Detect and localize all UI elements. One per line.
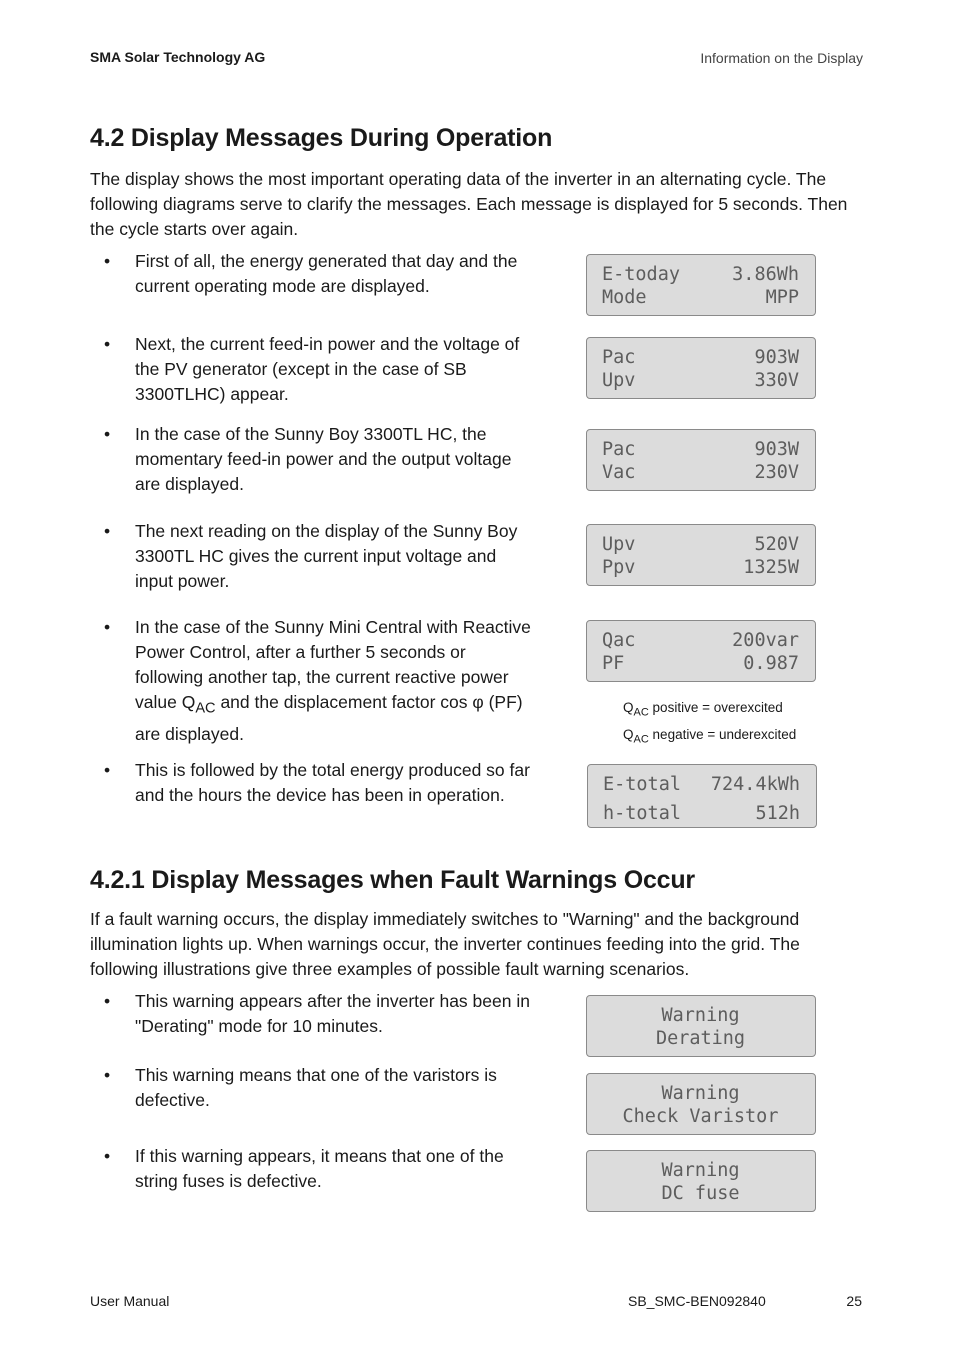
lcd-value: 200var bbox=[732, 630, 799, 651]
lcd-label: Ppv bbox=[602, 556, 636, 578]
lcd-warning-message: Check Varistor bbox=[622, 1105, 779, 1127]
lcd-display-pac-upv bbox=[586, 337, 816, 399]
subscript: AC bbox=[195, 700, 216, 717]
lcd-value: MPP bbox=[765, 286, 799, 308]
lcd-value: 230V bbox=[754, 461, 799, 483]
lcd-value: 0.987 bbox=[743, 652, 799, 674]
lcd-value: 903W bbox=[754, 439, 799, 460]
qac-symbol: Q bbox=[623, 726, 634, 742]
lcd-label: Upv bbox=[602, 369, 636, 391]
footer-doc-id: SB_SMC-BEN092840 bbox=[628, 1293, 766, 1309]
lcd-value: 724.4kWh bbox=[710, 774, 800, 795]
footer-doc-type: User Manual bbox=[90, 1293, 170, 1309]
lcd-value: 1325W bbox=[743, 556, 799, 578]
lcd-display-upv-ppv bbox=[586, 524, 816, 586]
section-title-4-2: 4.2 Display Messages During Operation bbox=[90, 124, 553, 152]
bullet-text: The next reading on the display of the Sunny Boy 3300TL HC gives the current input voltage and input power. bbox=[135, 521, 518, 591]
lcd-label: h-total bbox=[603, 803, 681, 824]
bullet-icon: • bbox=[104, 424, 111, 444]
lcd-label: Mode bbox=[602, 286, 647, 308]
lcd-warning-title: Warning bbox=[661, 1160, 740, 1181]
bullet-icon: • bbox=[104, 1146, 111, 1166]
bullet-icon: • bbox=[104, 251, 111, 271]
subscript: AC bbox=[633, 706, 649, 719]
bullet-text-part: In the case of the Sunny Mini Central with Reactive Power Control, after a further 5 seconds or following another tap, the current reactive power value Q bbox=[135, 617, 531, 712]
lcd-label: Vac bbox=[602, 461, 636, 483]
bullet-text: This is followed by the total energy produced so far and the hours the device has been in operation. bbox=[135, 760, 530, 805]
bullet-icon: • bbox=[104, 334, 111, 354]
bullet-text: Next, the current feed-in power and the voltage of the PV generator (except in the case of SB 3300TLHC) appear. bbox=[135, 334, 520, 404]
header-company: SMA Solar Technology AG bbox=[90, 49, 266, 65]
lcd-value: 3.86Wh bbox=[732, 264, 799, 285]
bullet-icon: • bbox=[104, 617, 111, 637]
bullet-text: This warning means that one of the varistors is defective. bbox=[135, 1065, 497, 1110]
lcd-display-pac-vac bbox=[586, 429, 816, 491]
footer-page-number: 25 bbox=[846, 1293, 862, 1309]
bullet-text: If this warning appears, it means that one of the string fuses is defective. bbox=[135, 1146, 504, 1191]
qac-symbol: Q bbox=[623, 700, 634, 715]
lcd-display-total bbox=[587, 764, 817, 828]
lcd-label: E-today bbox=[602, 264, 680, 285]
lcd-label: E-total bbox=[603, 774, 681, 795]
lcd-label: PF bbox=[602, 652, 625, 674]
bullet-text bbox=[135, 615, 535, 747]
lcd-label: Pac bbox=[602, 347, 636, 368]
lcd-value: 520V bbox=[754, 534, 799, 555]
subscript: AC bbox=[633, 733, 649, 746]
bullet-icon: • bbox=[104, 1065, 111, 1085]
bullet-icon: • bbox=[104, 991, 111, 1011]
lcd-value: 330V bbox=[754, 369, 799, 391]
lcd-label: Qac bbox=[602, 630, 636, 651]
lcd-warning-title: Warning bbox=[661, 1005, 740, 1026]
bullet-text: In the case of the Sunny Boy 3300TL HC, the momentary feed-in power and the output voltage are displayed. bbox=[135, 424, 512, 494]
qac-note-text: positive = overexcited bbox=[648, 700, 783, 715]
section-title-4-2-1: 4.2.1 Display Messages when Fault Warnings Occur bbox=[90, 866, 695, 894]
qac-note-text: negative = underexcited bbox=[648, 726, 797, 742]
lcd-warning-varistor bbox=[586, 1073, 816, 1135]
qac-note bbox=[623, 697, 796, 750]
section-intro-4-2-1: If a fault warning occurs, the display immediately switches to "Warning" and the background illumination lights up. When warnings occur, the inverter continues feeding into the grid. The following illustrations give three examples of possible fault warning scenarios. bbox=[90, 909, 800, 979]
lcd-value: 903W bbox=[754, 347, 799, 368]
lcd-warning-dc-fuse bbox=[586, 1150, 816, 1212]
qac-note-line bbox=[623, 697, 796, 724]
lcd-label: Upv bbox=[602, 534, 636, 555]
qac-note-line bbox=[623, 724, 796, 751]
section-intro-4-2: The display shows the most important operating data of the inverter in an alternating cycle. The following diagrams serve to clarify the messages. Each message is displayed for 5 seconds. Then the cycle starts over again. bbox=[90, 169, 848, 239]
lcd-display-today bbox=[586, 254, 816, 316]
lcd-warning-derating bbox=[586, 995, 816, 1057]
header-chapter: Information on the Display bbox=[700, 50, 863, 66]
lcd-value: 512h bbox=[755, 803, 800, 824]
bullet-text: First of all, the energy generated that day and the current operating mode are displayed. bbox=[135, 251, 518, 296]
bullet-text-part: and the displacement factor cos φ (PF) are displayed. bbox=[135, 692, 523, 744]
bullet-icon: • bbox=[104, 760, 111, 780]
lcd-warning-message: DC fuse bbox=[661, 1182, 740, 1204]
bullet-text: This warning appears after the inverter has been in "Derating" mode for 10 minutes. bbox=[135, 991, 530, 1036]
lcd-label: Pac bbox=[602, 439, 636, 460]
lcd-warning-title: Warning bbox=[661, 1083, 740, 1104]
lcd-display-qac-pf bbox=[586, 620, 816, 682]
lcd-warning-message: Derating bbox=[655, 1027, 746, 1049]
bullet-icon: • bbox=[104, 521, 111, 541]
